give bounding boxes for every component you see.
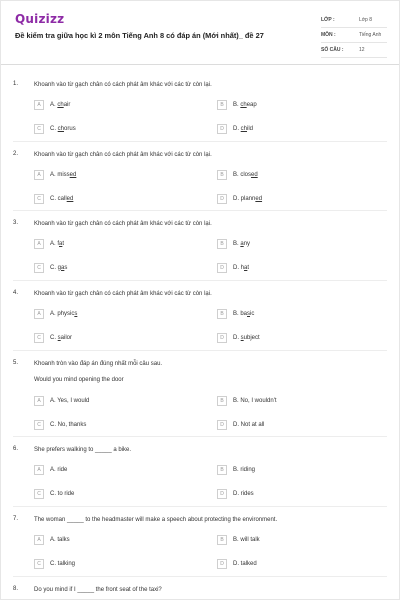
option-letter-box: B [217, 396, 227, 406]
option-text: B. No, I wouldn't [233, 398, 277, 404]
question [1, 151, 399, 211]
option-text: D. planned [233, 196, 263, 202]
answer-option[interactable] [217, 535, 260, 545]
option-letter-box: B [217, 535, 227, 545]
option-text: A. physics [50, 311, 78, 317]
answer-option[interactable] [217, 489, 254, 499]
meta-row-subject [321, 28, 387, 43]
meta-value: 12 [359, 47, 365, 53]
answer-option[interactable] [34, 465, 67, 475]
option-letter-box: D [217, 263, 227, 273]
question [1, 290, 399, 350]
answer-option[interactable] [34, 309, 77, 319]
option-text: A. Yes, I would [50, 398, 90, 404]
meta-key: LỚP : [321, 17, 335, 23]
option-letter-box: D [217, 194, 227, 204]
question-number: 2. [13, 151, 19, 157]
answer-option[interactable] [34, 559, 75, 569]
worksheet-header [1, 1, 399, 65]
option-text: B. basic [233, 311, 255, 317]
option-text: B. closed [233, 172, 258, 178]
option-letter-box: C [34, 420, 44, 430]
question [1, 516, 399, 576]
option-text: B. riding [233, 467, 256, 473]
option-letter-box: A [34, 535, 44, 545]
option-text: B. cheap [233, 102, 257, 108]
question-text: Khoanh vào từ gạch chân có cách phát âm khác với các từ còn lại. [34, 152, 212, 158]
answer-option[interactable] [34, 396, 89, 406]
option-letter-box: C [34, 263, 44, 273]
answer-option[interactable] [217, 465, 255, 475]
option-letter-box: C [34, 489, 44, 499]
question [1, 360, 399, 428]
option-text: C. sailor [50, 335, 73, 341]
meta-row-grade [321, 13, 387, 28]
answer-option[interactable] [217, 239, 250, 249]
option-letter-box: A [34, 309, 44, 319]
question [1, 81, 399, 141]
option-letter-box: D [217, 333, 227, 343]
meta-key: MÔN : [321, 32, 336, 38]
answer-option[interactable] [217, 170, 258, 180]
option-text: B. any [233, 241, 251, 247]
answer-option[interactable] [217, 333, 260, 343]
answer-option[interactable] [217, 396, 277, 406]
option-letter-box: B [217, 239, 227, 249]
option-text: C. to ride [50, 491, 75, 497]
question-divider [13, 576, 387, 577]
question [1, 446, 399, 506]
option-text: D. hat [233, 265, 250, 271]
question [1, 586, 399, 600]
question-number: 8. [13, 586, 19, 592]
answer-option[interactable] [34, 239, 64, 249]
quizizz-logo: Quizizz [15, 12, 65, 26]
option-letter-box: C [34, 559, 44, 569]
question-text: Khoanh tròn vào đáp án đúng nhất mỗi câu sau. [34, 361, 163, 367]
meta-value: Tiếng Anh [359, 32, 382, 38]
option-letter-box: A [34, 170, 44, 180]
option-letter-box: B [217, 309, 227, 319]
option-letter-box: B [217, 465, 227, 475]
option-text: C. chorus [50, 126, 76, 132]
option-letter-box: B [217, 170, 227, 180]
question-number: 3. [13, 220, 19, 226]
answer-option[interactable] [34, 100, 70, 110]
question [1, 220, 399, 280]
worksheet-title: Đề kiểm tra giữa học kì 2 môn Tiếng Anh 8 có đáp án (Mới nhất)_ đề 27 [15, 31, 264, 40]
option-letter-box: A [34, 100, 44, 110]
answer-option[interactable] [34, 535, 70, 545]
option-text: C. called [50, 196, 74, 202]
answer-option[interactable] [217, 124, 253, 134]
answer-option[interactable] [217, 420, 264, 430]
question-text: Khoanh vào từ gạch chân có cách phát âm khác với các từ còn lại. [34, 82, 212, 88]
option-letter-box: C [34, 194, 44, 204]
option-text: D. subject [233, 335, 260, 341]
answer-option[interactable] [217, 194, 262, 204]
option-text: A. fat [50, 241, 65, 247]
answer-option[interactable] [34, 420, 86, 430]
question-text: She prefers walking to _____ a bike. [34, 447, 132, 453]
meta-value: Lớp 8 [359, 17, 373, 23]
option-text: A. chair [50, 102, 71, 108]
question-text: Do you mind if I _____ the front seat of the taxi? [34, 587, 162, 593]
option-letter-box: D [217, 489, 227, 499]
question-divider [13, 141, 387, 142]
option-text: C. talking [50, 561, 76, 567]
option-letter-box: D [217, 124, 227, 134]
option-text: A. ride [50, 467, 68, 473]
option-letter-box: C [34, 333, 44, 343]
option-text: D. Not at all [233, 422, 265, 428]
question-text: The woman _____ to the headmaster will make a speech about protecting the environment. [34, 517, 278, 523]
question-divider [13, 350, 387, 351]
question-number: 4. [13, 290, 19, 296]
answer-option[interactable] [217, 263, 249, 273]
answer-option[interactable] [34, 333, 72, 343]
option-letter-box: C [34, 124, 44, 134]
answer-option[interactable] [34, 263, 67, 273]
option-letter-box: D [217, 559, 227, 569]
answer-option[interactable] [217, 559, 257, 569]
option-letter-box: A [34, 239, 44, 249]
option-letter-box: D [217, 420, 227, 430]
question-sentence: Would you mind opening the door [34, 377, 124, 383]
option-text: D. rides [233, 491, 254, 497]
question-text: Khoanh vào từ gạch chân có cách phát âm khác với các từ còn lại. [34, 221, 212, 227]
option-letter-box: A [34, 396, 44, 406]
answer-option[interactable] [34, 489, 74, 499]
question-number: 1. [13, 81, 19, 87]
answer-option[interactable] [217, 100, 257, 110]
option-text: D. talked [233, 561, 257, 567]
option-text: C. No, thanks [50, 422, 87, 428]
option-text: A. talks [50, 537, 70, 543]
answer-option[interactable] [217, 309, 254, 319]
question-text: Khoanh vào từ gạch chân có cách phát âm khác với các từ còn lại. [34, 291, 212, 297]
answer-option[interactable] [34, 124, 76, 134]
question-divider [13, 506, 387, 507]
question-divider [13, 210, 387, 211]
meta-key: SỐ CÂU : [321, 47, 344, 53]
question-number: 5. [13, 360, 19, 366]
option-letter-box: A [34, 465, 44, 475]
option-text: A. missed [50, 172, 77, 178]
option-letter-box: B [217, 100, 227, 110]
question-number: 6. [13, 446, 19, 452]
option-text: C. gas [50, 265, 68, 271]
meta-row-count [321, 43, 387, 58]
option-text: D. child [233, 126, 254, 132]
answer-option[interactable] [34, 194, 73, 204]
worksheet-meta [321, 13, 387, 58]
option-text: B. will talk [233, 537, 260, 543]
question-divider [13, 436, 387, 437]
question-number: 7. [13, 516, 19, 522]
question-divider [13, 280, 387, 281]
answer-option[interactable] [34, 170, 76, 180]
